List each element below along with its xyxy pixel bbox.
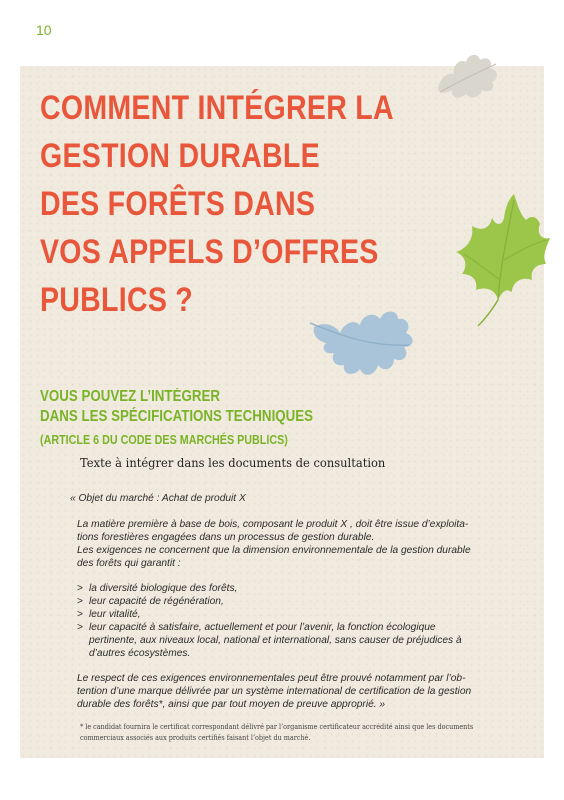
- bullet-item: la diversité biologique des forêts,: [89, 583, 238, 594]
- object-line: « Objet du marché : Achat de produit X: [70, 493, 246, 504]
- bullet-item: d’autres écosystèmes.: [89, 648, 191, 659]
- bullet-marker: >: [77, 609, 83, 620]
- section-subtitle: [40, 387, 313, 427]
- paragraph-line: Le respect de ces exigences environnementales peut être prouvé notamment par l’ob-: [77, 673, 466, 684]
- paragraph-line: tention d’une marque délivrée par un système international de certification de la gestion: [77, 686, 472, 697]
- title-line: PUBLICS ?: [40, 281, 194, 319]
- bullet-marker: >: [77, 583, 83, 594]
- bullet-marker: >: [77, 596, 83, 607]
- title-line: DES FORÊTS DANS: [40, 185, 316, 223]
- subtitle-line: VOUS POUVEZ L’INTÉGRER: [40, 388, 220, 405]
- page-title: [40, 84, 393, 324]
- bullet-item: leur capacité à satisfaire, actuellement et pour l’avenir, la fonction écologique: [89, 622, 436, 633]
- page-number: 10: [36, 22, 52, 38]
- paragraph-line: tions forestières engagées dans un processus de gestion durable.: [77, 532, 375, 543]
- oak-leaf-icon: [430, 48, 505, 108]
- paragraph-line: La matière première à base de bois, composant le produit X , doit être issue d’exploita-: [77, 519, 469, 530]
- footnote: [80, 722, 485, 744]
- title-line: VOS APPELS D’OFFRES: [40, 233, 379, 271]
- document-heading: Texte à intégrer dans les documents de consultation: [80, 455, 386, 470]
- bullet-marker: >: [77, 622, 83, 633]
- bullet-item: leur vitalité,: [89, 609, 141, 620]
- subtitle-line: DANS LES SPÉCIFICATIONS TECHNIQUES: [40, 408, 314, 425]
- footnote-line: * le candidat fournira le certificat correspondant délivré par l’organisme certificateur accrédité ainsi que les documents: [80, 723, 474, 731]
- paragraph-line: Les exigences ne concernent que la dimension environnementale de la gestion durable: [77, 545, 471, 556]
- bullet-item: pertinente, aux niveaux local, national et international, sans causer de préjudices à: [89, 635, 462, 646]
- title-line: GESTION DURABLE: [40, 137, 320, 175]
- paragraph-line: des forêts qui garantit :: [77, 558, 181, 569]
- title-line: COMMENT INTÉGRER LA: [40, 89, 394, 127]
- footnote-line: commerciaux associés aux produits certifiés faisant l’objet du marché.: [80, 734, 311, 742]
- maple-leaf-icon: [446, 190, 556, 330]
- paragraph-line: durable des forêts*, ainsi que par tout moyen de preuve approprié. »: [77, 699, 386, 710]
- article-reference: (ARTICLE 6 DU CODE DES MARCHÉS PUBLICS): [40, 433, 288, 447]
- bullet-item: leur capacité de régénération,: [89, 596, 224, 607]
